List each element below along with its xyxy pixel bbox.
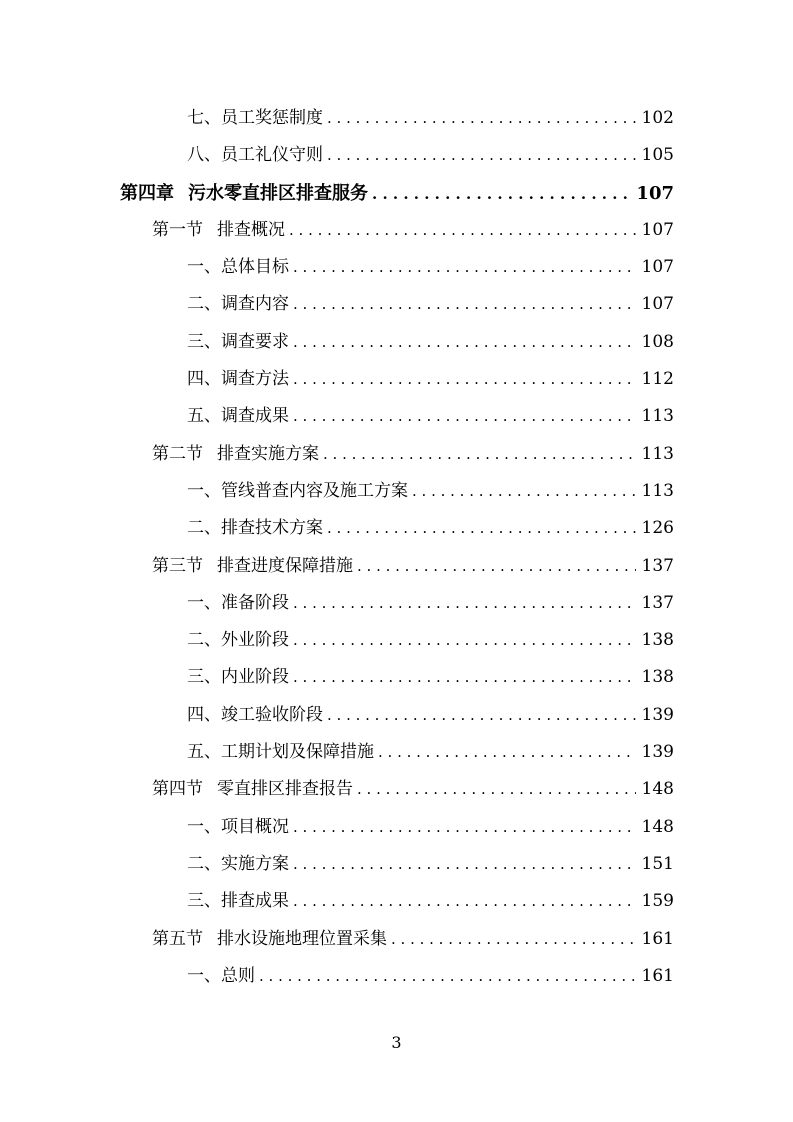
toc-entry-number: 五、 bbox=[187, 742, 221, 763]
toc-entry-text: 竣工验收阶段 bbox=[221, 704, 323, 725]
toc-entry-page: 159 bbox=[641, 891, 674, 912]
toc-entry-text: 零直排区排查报告 bbox=[217, 779, 353, 800]
toc-entry-number: 八、 bbox=[187, 145, 221, 166]
toc-entry bbox=[0, 958, 793, 995]
toc-entry bbox=[0, 137, 793, 174]
toc-entry-title bbox=[187, 100, 323, 137]
toc-entry-page: 113 bbox=[641, 480, 674, 501]
toc-entry-text: 员工礼仪守则 bbox=[221, 145, 323, 166]
toc-entry-page: 148 bbox=[641, 816, 674, 837]
toc-entry-number: 三、 bbox=[187, 331, 221, 352]
toc-entry-number: 第一节 bbox=[152, 219, 203, 240]
toc-entry-title bbox=[187, 659, 289, 696]
toc-entry-text: 排查进度保障措施 bbox=[217, 555, 353, 576]
toc-entry-title bbox=[187, 697, 323, 734]
toc-entry bbox=[0, 510, 793, 547]
toc-entry-title bbox=[187, 510, 323, 547]
toc-entry-number: 一、 bbox=[187, 257, 221, 278]
toc-entry-page: 137 bbox=[641, 555, 674, 576]
toc-entry-text: 调查成果 bbox=[221, 406, 289, 427]
dot-leader bbox=[293, 883, 636, 920]
toc-entry-title bbox=[187, 958, 255, 995]
toc-entry bbox=[0, 436, 793, 473]
dot-leader bbox=[293, 809, 636, 846]
toc-entry-page: 151 bbox=[641, 853, 674, 874]
toc-entry bbox=[0, 398, 793, 435]
dot-leader bbox=[293, 286, 636, 323]
toc-entry-page: 107 bbox=[641, 219, 674, 240]
toc-entry-title bbox=[187, 846, 289, 883]
dot-leader bbox=[293, 585, 636, 622]
dot-leader bbox=[259, 958, 636, 995]
toc-entry-title bbox=[187, 361, 289, 398]
toc-entry-number: 三、 bbox=[187, 667, 221, 688]
toc-entry-title bbox=[187, 286, 289, 323]
toc-entry bbox=[0, 324, 793, 361]
toc-entry-text: 排查概况 bbox=[217, 219, 285, 240]
toc-entry-number: 第二节 bbox=[152, 443, 203, 464]
toc-entry-number: 四、 bbox=[187, 704, 221, 725]
toc-entry-page: 161 bbox=[641, 965, 674, 986]
toc-entry-page: 107 bbox=[641, 257, 674, 278]
toc-entry-number: 二、 bbox=[187, 294, 221, 315]
toc-entry-title bbox=[120, 175, 368, 212]
dot-leader bbox=[293, 659, 636, 696]
dot-leader bbox=[323, 436, 636, 473]
toc-entry-text: 内业阶段 bbox=[221, 667, 289, 688]
toc-entry-number: 一、 bbox=[187, 816, 221, 837]
toc-entry-number: 七、 bbox=[187, 108, 221, 128]
toc-entry-number: 二、 bbox=[187, 853, 221, 874]
toc-entry-title bbox=[187, 249, 289, 286]
toc-entry-title bbox=[187, 883, 289, 920]
table-of-contents bbox=[0, 100, 793, 995]
toc-entry-page: 138 bbox=[641, 630, 674, 651]
toc-entry-title bbox=[152, 548, 353, 585]
toc-entry-number: 一、 bbox=[187, 592, 221, 613]
toc-entry-title bbox=[187, 734, 374, 771]
dot-leader bbox=[293, 361, 636, 398]
toc-entry-page: 113 bbox=[641, 406, 674, 427]
toc-entry bbox=[0, 175, 793, 212]
toc-entry-number: 第五节 bbox=[152, 928, 203, 949]
dot-leader bbox=[293, 249, 636, 286]
dot-leader bbox=[293, 846, 636, 883]
toc-entry-page: 126 bbox=[641, 518, 674, 539]
toc-entry bbox=[0, 622, 793, 659]
toc-entry bbox=[0, 659, 793, 696]
toc-entry-title bbox=[152, 212, 285, 249]
toc-entry-number: 第三节 bbox=[152, 555, 203, 576]
toc-entry-title bbox=[187, 473, 408, 510]
toc-entry-text: 排查技术方案 bbox=[221, 518, 323, 539]
toc-entry-text: 准备阶段 bbox=[221, 592, 289, 613]
toc-entry-page: 161 bbox=[641, 928, 674, 949]
toc-entry-title bbox=[152, 921, 387, 958]
toc-entry-text: 外业阶段 bbox=[221, 630, 289, 651]
toc-entry bbox=[0, 734, 793, 771]
toc-entry-text: 排水设施地理位置采集 bbox=[217, 928, 387, 949]
dot-leader bbox=[293, 622, 636, 659]
toc-entry-number: 第四章 bbox=[120, 182, 174, 204]
toc-entry-number: 第四节 bbox=[152, 779, 203, 800]
toc-entry-text: 管线普查内容及施工方案 bbox=[221, 480, 408, 501]
toc-entry-page: 108 bbox=[641, 331, 674, 352]
toc-entry-page: 138 bbox=[641, 667, 674, 688]
toc-entry-page: 112 bbox=[641, 369, 674, 390]
toc-entry-text: 员工奖惩制度 bbox=[221, 108, 323, 128]
dot-leader bbox=[327, 697, 636, 734]
toc-entry-page: 137 bbox=[641, 592, 674, 613]
dot-leader bbox=[289, 212, 636, 249]
toc-entry-title bbox=[152, 771, 353, 808]
toc-entry-number: 一、 bbox=[187, 965, 221, 986]
toc-entry bbox=[0, 697, 793, 734]
toc-entry-page: 102 bbox=[641, 108, 674, 128]
toc-entry-page: 107 bbox=[636, 182, 674, 204]
toc-entry-text: 工期计划及保障措施 bbox=[221, 742, 374, 763]
toc-entry-page: 105 bbox=[641, 145, 674, 166]
toc-entry-page: 113 bbox=[641, 443, 674, 464]
dot-leader bbox=[327, 100, 636, 137]
toc-entry-number: 五、 bbox=[187, 406, 221, 427]
toc-entry-text: 总则 bbox=[221, 965, 255, 986]
toc-entry-number: 二、 bbox=[187, 518, 221, 539]
toc-entry bbox=[0, 361, 793, 398]
page-number: 3 bbox=[391, 1033, 402, 1052]
toc-entry bbox=[0, 286, 793, 323]
dot-leader bbox=[391, 921, 636, 958]
toc-entry-text: 总体目标 bbox=[221, 257, 289, 278]
toc-entry-text: 排查实施方案 bbox=[217, 443, 319, 464]
toc-entry-text: 实施方案 bbox=[221, 853, 289, 874]
toc-entry bbox=[0, 809, 793, 846]
toc-entry bbox=[0, 883, 793, 920]
dot-leader bbox=[412, 473, 636, 510]
dot-leader bbox=[357, 771, 636, 808]
toc-entry-title bbox=[187, 622, 289, 659]
toc-entry-text: 排查成果 bbox=[221, 891, 289, 912]
toc-entry-number: 一、 bbox=[187, 480, 221, 501]
toc-entry-title bbox=[187, 324, 289, 361]
toc-entry bbox=[0, 921, 793, 958]
toc-entry-number: 二、 bbox=[187, 630, 221, 651]
toc-entry-number: 四、 bbox=[187, 369, 221, 390]
toc-entry-title bbox=[187, 585, 289, 622]
toc-entry bbox=[0, 212, 793, 249]
toc-entry bbox=[0, 585, 793, 622]
toc-entry-page: 148 bbox=[641, 779, 674, 800]
dot-leader bbox=[293, 324, 636, 361]
toc-entry bbox=[0, 249, 793, 286]
toc-entry bbox=[0, 846, 793, 883]
toc-entry-text: 调查要求 bbox=[221, 331, 289, 352]
toc-entry-title bbox=[152, 436, 319, 473]
toc-entry-title bbox=[187, 809, 289, 846]
toc-entry bbox=[0, 771, 793, 808]
toc-entry-title bbox=[187, 137, 323, 174]
toc-entry-page: 107 bbox=[641, 294, 674, 315]
toc-entry-text: 调查内容 bbox=[221, 294, 289, 315]
dot-leader bbox=[293, 398, 636, 435]
toc-entry-text: 项目概况 bbox=[221, 816, 289, 837]
toc-entry-text: 调查方法 bbox=[221, 369, 289, 390]
toc-entry-page: 139 bbox=[641, 742, 674, 763]
dot-leader bbox=[327, 137, 636, 174]
toc-entry bbox=[0, 548, 793, 585]
toc-entry-title bbox=[187, 398, 289, 435]
toc-entry-page: 139 bbox=[641, 704, 674, 725]
toc-entry bbox=[0, 473, 793, 510]
toc-entry-number: 三、 bbox=[187, 891, 221, 912]
dot-leader bbox=[372, 176, 630, 213]
dot-leader bbox=[357, 548, 636, 585]
toc-entry bbox=[0, 100, 793, 137]
dot-leader bbox=[378, 734, 636, 771]
toc-entry-text: 污水零直排区排查服务 bbox=[188, 182, 368, 204]
dot-leader bbox=[327, 510, 636, 547]
